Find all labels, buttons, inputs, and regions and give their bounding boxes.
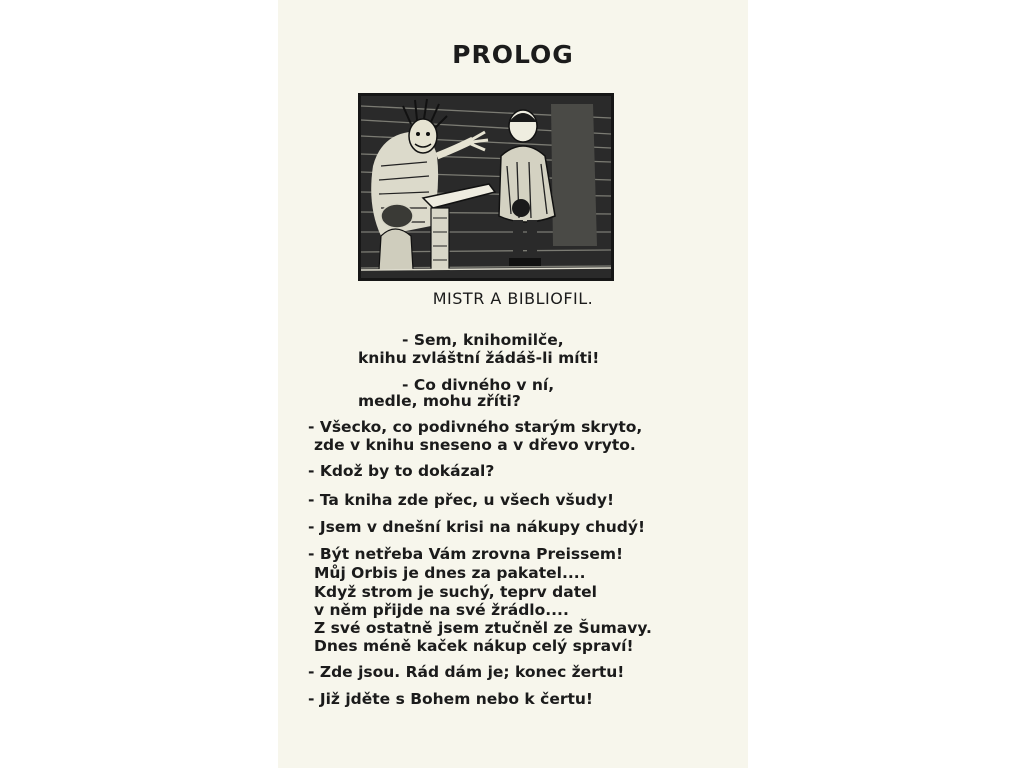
verse-line: zde v knihu sneseno a v dřevo vryto. bbox=[314, 436, 636, 454]
verse-line: Když strom je suchý, teprv datel bbox=[314, 583, 597, 601]
verse-line: - Co divného v ní, bbox=[402, 376, 555, 394]
verse-line: Dnes méně kaček nákup celý spraví! bbox=[314, 637, 634, 655]
verse-line: Můj Orbis je dnes za pakatel.... bbox=[314, 564, 586, 582]
verse-line: - Být netřeba Vám zrovna Preissem! bbox=[308, 545, 624, 563]
illustration-caption: MISTR A BIBLIOFIL. bbox=[432, 289, 594, 308]
book-page bbox=[278, 0, 748, 768]
verse-line: Z své ostatně jsem ztučněl ze Šumavy. bbox=[314, 619, 652, 637]
verse-line: - Zde jsou. Rád dám je; konec žertu! bbox=[308, 663, 625, 681]
page-title: PROLOG bbox=[452, 40, 574, 69]
verse-line: - Ta kniha zde přec, u všech všudy! bbox=[308, 491, 615, 509]
verse-line: - Již jděte s Bohem nebo k čertu! bbox=[308, 690, 593, 708]
verse-line: - Všecko, co podivného starým skryto, bbox=[308, 418, 643, 436]
woodcut-drawing bbox=[361, 96, 611, 278]
verse-line: v něm přijde na své žrádlo.... bbox=[314, 601, 569, 619]
verse-line: - Jsem v dnešní krisi na nákupy chudý! bbox=[308, 518, 646, 536]
verse-line: - Sem, knihomilče, bbox=[402, 331, 564, 349]
verse-line: knihu zvláštní žádáš-li míti! bbox=[358, 349, 600, 367]
verse-line: - Kdož by to dokázal? bbox=[308, 462, 495, 480]
verse-line: medle, mohu zříti? bbox=[358, 392, 521, 410]
woodcut-illustration bbox=[358, 93, 614, 281]
